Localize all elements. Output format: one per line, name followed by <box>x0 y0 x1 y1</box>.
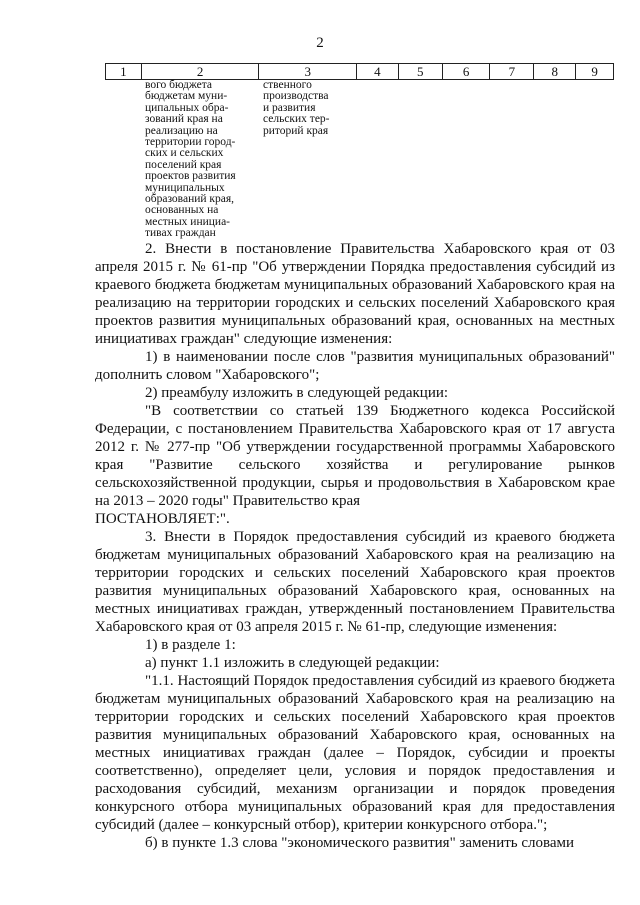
table-cell-col3: ственного производства и развития сельских тер- риторий края <box>263 79 330 137</box>
table-header-cell: 4 <box>357 64 399 79</box>
paragraph: б) в пункте 1.3 слова "экономического развития" заменить словами <box>145 835 575 851</box>
table-cell-col2: вого бюджета бюджетам муни- ципальных обра- зований края на реализацию на территории город- ских и сельских поселений края проектов развития муниципальных образований края, основанных на местных инициа- тивах граждан <box>145 79 236 240</box>
document-body <box>95 240 615 852</box>
paragraph: 1) в наименовании после слов "развития муниципальных образований" дополнить словом "Хабаровского"; <box>95 349 615 383</box>
table-header-cell: 6 <box>443 64 491 79</box>
table-header-cell: 8 <box>534 64 576 79</box>
table-header-cell: 5 <box>399 64 443 79</box>
table-header-cell: 9 <box>591 64 598 79</box>
table-header-cell: 7 <box>490 64 534 79</box>
table-header-row <box>105 63 614 80</box>
paragraph: "1.1. Настоящий Порядок предоставления субсидий из краевого бюджета бюджетам муниципальных образований Хабаровского края на реализацию на территории городских и сельских поселений Хабаровского края проектов развития муниципальных образований Хабаровского края, основанных на местных инициативах граждан (далее – Порядок, субсидии и проекты соответственно), определяет цели, условия и порядок предоставления и расходования субсидий, механизм организации и порядок проведения конкурсного отбора муниципальных образований края для предоставления субсидий (далее – конкурсный отбор), критерии конкурсного отбора."; <box>95 673 615 833</box>
paragraph: 2. Внести в постановление Правительства Хабаровского края от 03 апреля 2015 г. № 61-пр "Об утверждении Порядка предоставления субсидий из краевого бюджета бюджетам муниципальных образований Хабаровского края на реализацию на территории городских и сельских поселений Хабаровского края проектов развития муниципальных образований края, основанных на местных инициативах граждан" следующие изменения: <box>95 241 615 347</box>
table-header-cell: 2 <box>142 64 260 79</box>
paragraph: 2) преамбулу изложить в следующей редакции: <box>145 385 449 401</box>
table-header-cell: 3 <box>259 64 357 79</box>
paragraph: а) пункт 1.1 изложить в следующей редакции: <box>145 655 440 671</box>
paragraph: 3. Внести в Порядок предоставления субсидий из краевого бюджета бюджетам муниципальных образований Хабаровского края на реализацию на территории городских и сельских поселений Хабаровского края проектов развития муниципальных образований Хабаровского края, основанных на местных инициативах граждан, утвержденный постановлением Правительства Хабаровского края от 03 апреля 2015 г. № 61-пр, следующие изменения: <box>95 529 615 635</box>
paragraph: "В соответствии со статьей 139 Бюджетного кодекса Российской Федерации, с постановлением Правительства Хабаровского края от 17 августа 2012 г. № 277-пр "Об утверждении государственной программы Хабаровского края "Развитие сельского хозяйства и регулирование рынков сельскохозяйственной продукции, сырья и продовольствия в Хабаровском крае на 2013 – 2020 годы" Правительство края <box>95 403 615 509</box>
paragraph: 1) в разделе 1: <box>145 637 236 653</box>
table <box>105 63 614 240</box>
paragraph: ПОСТАНОВЛЯЕТ:". <box>95 511 230 527</box>
table-header-cell: 1 <box>106 64 142 79</box>
page-number: 2 <box>316 35 324 51</box>
